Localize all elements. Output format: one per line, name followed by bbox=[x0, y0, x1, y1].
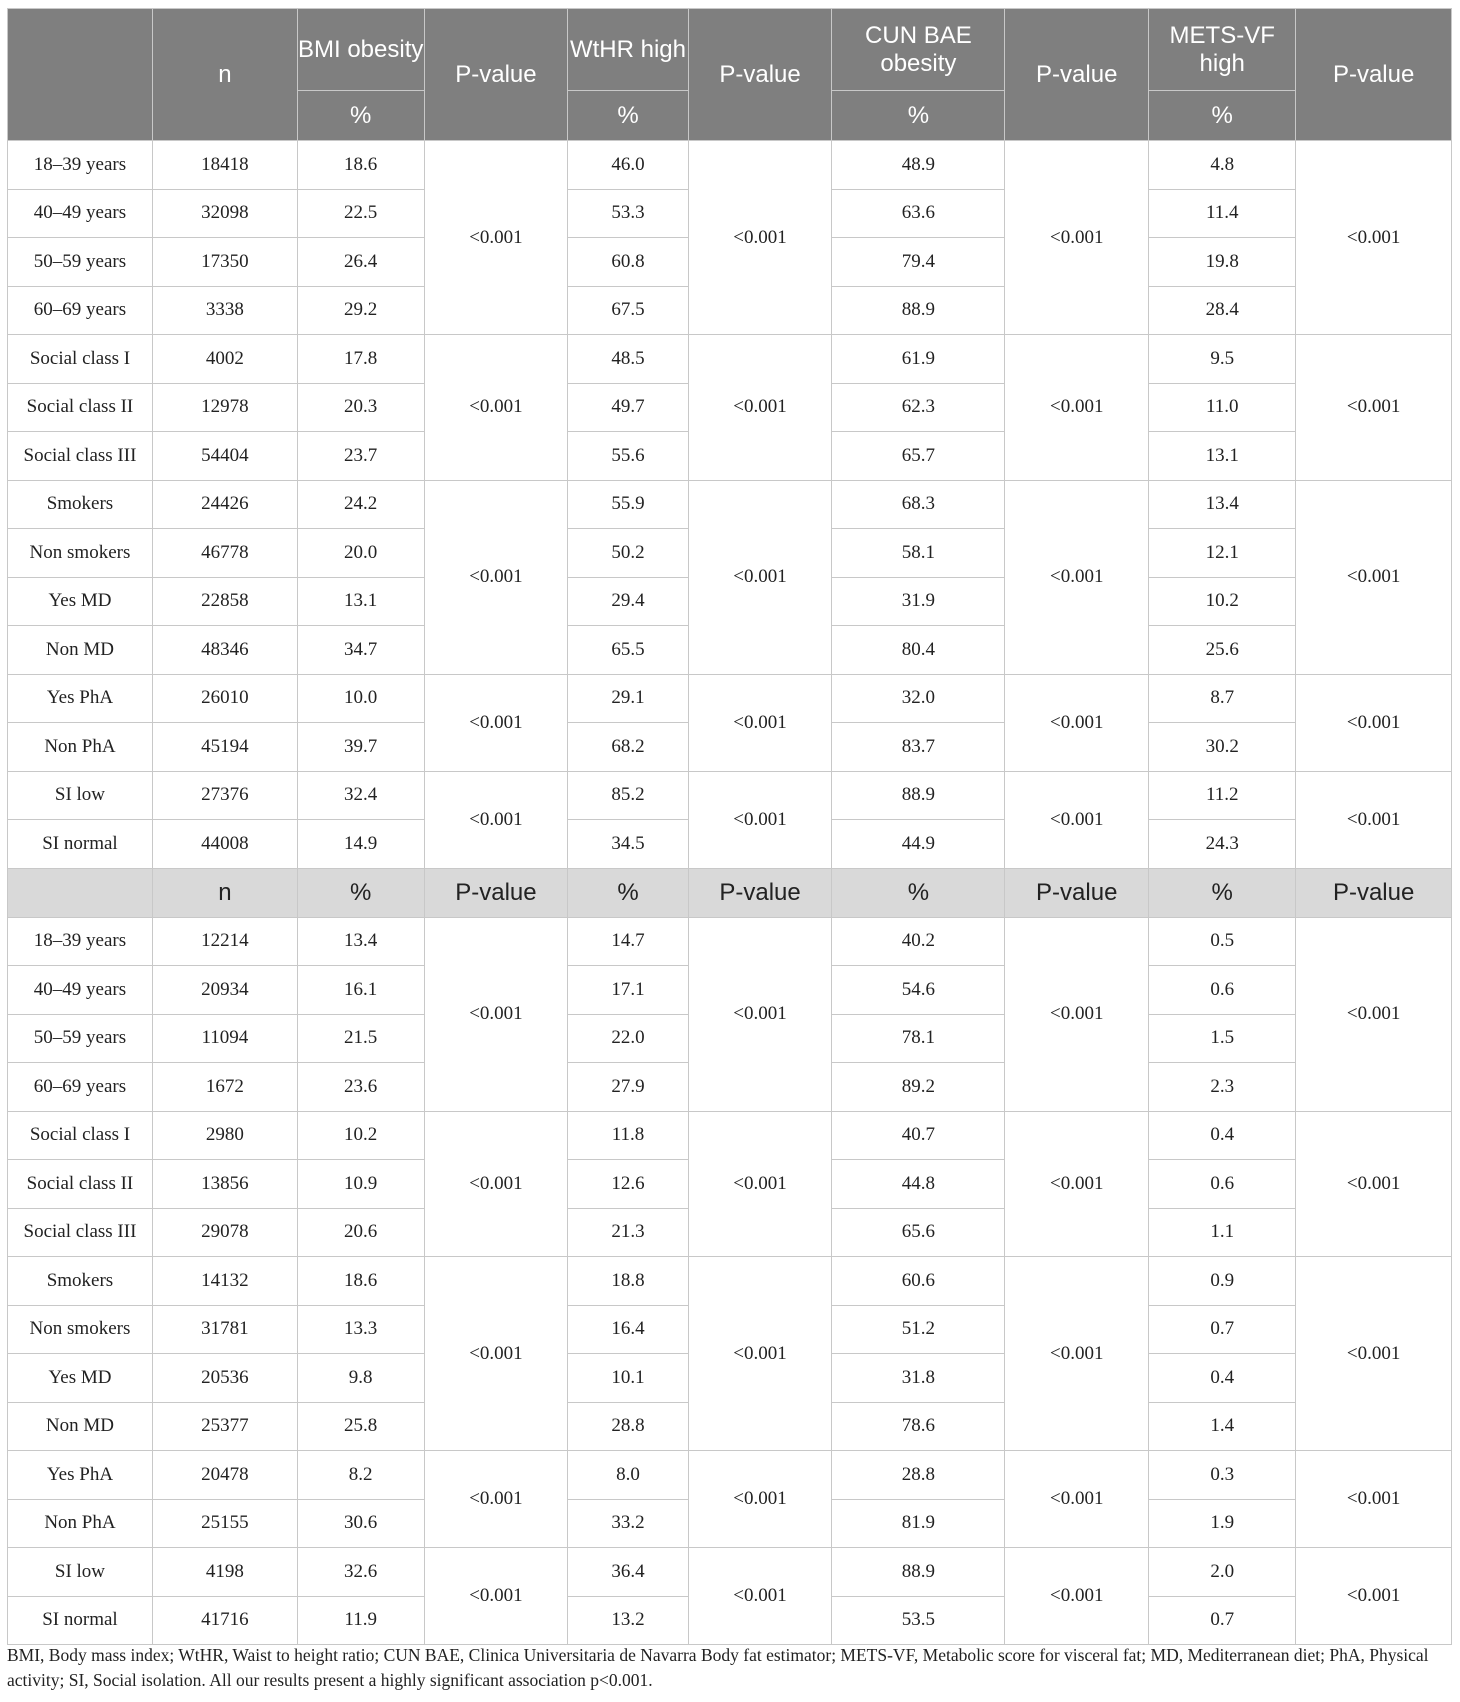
header-pvalue-mets: P-value bbox=[1296, 9, 1452, 141]
table-row bbox=[8, 141, 1452, 190]
cell-mets-percent: 0.9 bbox=[1149, 1257, 1296, 1306]
cell-bmi-percent: 8.2 bbox=[297, 1451, 424, 1500]
cell-wthr-pvalue: <0.001 bbox=[688, 141, 832, 335]
row-label: Smokers bbox=[8, 1257, 153, 1306]
cell-bmi-percent: 22.5 bbox=[297, 189, 424, 238]
cell-n: 2980 bbox=[152, 1111, 297, 1160]
cell-bmi-percent: 9.8 bbox=[297, 1354, 424, 1403]
cell-wthr-percent: 17.1 bbox=[568, 966, 688, 1015]
cell-cun-percent: 28.8 bbox=[832, 1451, 1005, 1500]
row-label: Yes MD bbox=[8, 577, 153, 626]
cell-cun-percent: 65.7 bbox=[832, 432, 1005, 481]
header-percent-wthr: % bbox=[568, 91, 688, 141]
cell-bmi-percent: 25.8 bbox=[297, 1402, 424, 1451]
cell-cun-percent: 58.1 bbox=[832, 529, 1005, 578]
cell-wthr-pvalue: <0.001 bbox=[688, 771, 832, 868]
subheader-percent-mets: % bbox=[1149, 868, 1296, 917]
cell-mets-percent: 10.2 bbox=[1149, 577, 1296, 626]
table-row bbox=[8, 674, 1452, 723]
cell-wthr-percent: 11.8 bbox=[568, 1111, 688, 1160]
cell-n: 4002 bbox=[152, 335, 297, 384]
cell-wthr-percent: 55.9 bbox=[568, 480, 688, 529]
cell-mets-percent: 2.3 bbox=[1149, 1063, 1296, 1112]
cell-mets-percent: 8.7 bbox=[1149, 674, 1296, 723]
cell-bmi-percent: 24.2 bbox=[297, 480, 424, 529]
header-pvalue-cun: P-value bbox=[1005, 9, 1149, 141]
cell-wthr-percent: 21.3 bbox=[568, 1208, 688, 1257]
row-label: 18–39 years bbox=[8, 917, 153, 966]
cell-mets-percent: 13.1 bbox=[1149, 432, 1296, 481]
cell-cun-percent: 89.2 bbox=[832, 1063, 1005, 1112]
cell-bmi-pvalue: <0.001 bbox=[424, 1451, 568, 1548]
table-row bbox=[8, 1548, 1452, 1597]
cell-n: 25155 bbox=[152, 1499, 297, 1548]
cell-mets-percent: 1.4 bbox=[1149, 1402, 1296, 1451]
cell-n: 12214 bbox=[152, 917, 297, 966]
cell-mets-pvalue: <0.001 bbox=[1296, 1111, 1452, 1257]
cell-bmi-percent: 20.3 bbox=[297, 383, 424, 432]
header-percent-cun: % bbox=[832, 91, 1005, 141]
cell-cun-percent: 61.9 bbox=[832, 335, 1005, 384]
cell-cun-percent: 60.6 bbox=[832, 1257, 1005, 1306]
cell-wthr-percent: 68.2 bbox=[568, 723, 688, 772]
cell-n: 32098 bbox=[152, 189, 297, 238]
header-bmi: BMI obesity bbox=[297, 9, 424, 91]
cell-cun-pvalue: <0.001 bbox=[1005, 1257, 1149, 1451]
cell-mets-percent: 0.6 bbox=[1149, 966, 1296, 1015]
row-label: Social class II bbox=[8, 383, 153, 432]
table-row bbox=[8, 335, 1452, 384]
cell-n: 13856 bbox=[152, 1160, 297, 1209]
cell-mets-percent: 0.6 bbox=[1149, 1160, 1296, 1209]
cell-mets-percent: 24.3 bbox=[1149, 820, 1296, 869]
subheader-pvalue-cun: P-value bbox=[1005, 868, 1149, 917]
cell-wthr-percent: 33.2 bbox=[568, 1499, 688, 1548]
cell-bmi-pvalue: <0.001 bbox=[424, 674, 568, 771]
cell-cun-pvalue: <0.001 bbox=[1005, 141, 1149, 335]
cell-cun-percent: 53.5 bbox=[832, 1596, 1005, 1645]
cell-wthr-pvalue: <0.001 bbox=[688, 1451, 832, 1548]
row-label: SI normal bbox=[8, 820, 153, 869]
cell-cun-pvalue: <0.001 bbox=[1005, 674, 1149, 771]
row-label: Non PhA bbox=[8, 723, 153, 772]
row-label: 18–39 years bbox=[8, 141, 153, 190]
cell-cun-percent: 44.8 bbox=[832, 1160, 1005, 1209]
cell-mets-percent: 0.3 bbox=[1149, 1451, 1296, 1500]
row-label: 50–59 years bbox=[8, 238, 153, 287]
subheader-pvalue-bmi: P-value bbox=[424, 868, 568, 917]
cell-cun-percent: 88.9 bbox=[832, 771, 1005, 820]
cell-mets-percent: 0.4 bbox=[1149, 1111, 1296, 1160]
cell-mets-pvalue: <0.001 bbox=[1296, 917, 1452, 1111]
table-row bbox=[8, 917, 1452, 966]
cell-wthr-percent: 46.0 bbox=[568, 141, 688, 190]
header-mets: METS-VF high bbox=[1149, 9, 1296, 91]
cell-n: 48346 bbox=[152, 626, 297, 675]
row-label: Non smokers bbox=[8, 1305, 153, 1354]
cell-bmi-pvalue: <0.001 bbox=[424, 1548, 568, 1645]
cell-wthr-percent: 27.9 bbox=[568, 1063, 688, 1112]
cell-bmi-percent: 29.2 bbox=[297, 286, 424, 335]
cell-wthr-pvalue: <0.001 bbox=[688, 1548, 832, 1645]
cell-n: 11094 bbox=[152, 1014, 297, 1063]
cell-wthr-percent: 65.5 bbox=[568, 626, 688, 675]
cell-wthr-percent: 18.8 bbox=[568, 1257, 688, 1306]
cell-n: 20478 bbox=[152, 1451, 297, 1500]
subheader-pvalue-wthr: P-value bbox=[688, 868, 832, 917]
row-label: SI low bbox=[8, 1548, 153, 1597]
cell-cun-percent: 31.9 bbox=[832, 577, 1005, 626]
row-label: Social class III bbox=[8, 1208, 153, 1257]
table-row bbox=[8, 1451, 1452, 1500]
cell-wthr-percent: 12.6 bbox=[568, 1160, 688, 1209]
cell-mets-percent: 11.2 bbox=[1149, 771, 1296, 820]
row-label: Non PhA bbox=[8, 1499, 153, 1548]
row-label: Yes PhA bbox=[8, 1451, 153, 1500]
row-label: Yes MD bbox=[8, 1354, 153, 1403]
header-percent-mets: % bbox=[1149, 91, 1296, 141]
cell-mets-pvalue: <0.001 bbox=[1296, 1257, 1452, 1451]
cell-cun-percent: 80.4 bbox=[832, 626, 1005, 675]
cell-cun-percent: 88.9 bbox=[832, 1548, 1005, 1597]
row-label: Social class III bbox=[8, 432, 153, 481]
table-footnote: BMI, Body mass index; WtHR, Waist to height ratio; CUN BAE, Clinica Universitaria de Navarra Body fat estimator; METS-VF, Metabolic score for visceral fat; MD, Mediterranean diet; PhA, Physical activity; SI, Social isolation. All our results present a highly significant association p<0.001. bbox=[7, 1645, 1429, 1690]
cell-n: 45194 bbox=[152, 723, 297, 772]
cell-wthr-percent: 8.0 bbox=[568, 1451, 688, 1500]
cell-wthr-pvalue: <0.001 bbox=[688, 335, 832, 481]
cell-cun-pvalue: <0.001 bbox=[1005, 480, 1149, 674]
cell-bmi-percent: 21.5 bbox=[297, 1014, 424, 1063]
cell-wthr-pvalue: <0.001 bbox=[688, 1111, 832, 1257]
results-table bbox=[7, 8, 1452, 1645]
subheader-percent-bmi: % bbox=[297, 868, 424, 917]
cell-cun-percent: 48.9 bbox=[832, 141, 1005, 190]
cell-n: 26010 bbox=[152, 674, 297, 723]
cell-wthr-pvalue: <0.001 bbox=[688, 480, 832, 674]
cell-cun-percent: 32.0 bbox=[832, 674, 1005, 723]
cell-bmi-percent: 17.8 bbox=[297, 335, 424, 384]
cell-mets-percent: 0.7 bbox=[1149, 1596, 1296, 1645]
cell-bmi-percent: 10.2 bbox=[297, 1111, 424, 1160]
cell-n: 12978 bbox=[152, 383, 297, 432]
row-label: Yes PhA bbox=[8, 674, 153, 723]
cell-cun-percent: 81.9 bbox=[832, 1499, 1005, 1548]
cell-cun-percent: 88.9 bbox=[832, 286, 1005, 335]
cell-n: 25377 bbox=[152, 1402, 297, 1451]
cell-bmi-pvalue: <0.001 bbox=[424, 917, 568, 1111]
table-row bbox=[8, 771, 1452, 820]
row-label: 40–49 years bbox=[8, 189, 153, 238]
cell-mets-pvalue: <0.001 bbox=[1296, 771, 1452, 868]
cell-cun-percent: 78.6 bbox=[832, 1402, 1005, 1451]
subheader-percent-wthr: % bbox=[568, 868, 688, 917]
cell-n: 1672 bbox=[152, 1063, 297, 1112]
cell-cun-pvalue: <0.001 bbox=[1005, 1451, 1149, 1548]
cell-wthr-percent: 16.4 bbox=[568, 1305, 688, 1354]
cell-wthr-percent: 49.7 bbox=[568, 383, 688, 432]
table-header bbox=[8, 9, 1452, 141]
cell-cun-percent: 44.9 bbox=[832, 820, 1005, 869]
cell-wthr-pvalue: <0.001 bbox=[688, 1257, 832, 1451]
cell-cun-percent: 65.6 bbox=[832, 1208, 1005, 1257]
cell-bmi-percent: 11.9 bbox=[297, 1596, 424, 1645]
cell-mets-percent: 13.4 bbox=[1149, 480, 1296, 529]
cell-n: 3338 bbox=[152, 286, 297, 335]
cell-mets-percent: 28.4 bbox=[1149, 286, 1296, 335]
cell-n: 20934 bbox=[152, 966, 297, 1015]
cell-bmi-percent: 23.6 bbox=[297, 1063, 424, 1112]
cell-n: 29078 bbox=[152, 1208, 297, 1257]
cell-wthr-percent: 60.8 bbox=[568, 238, 688, 287]
cell-wthr-percent: 53.3 bbox=[568, 189, 688, 238]
cell-n: 54404 bbox=[152, 432, 297, 481]
subheader-percent-cun: % bbox=[832, 868, 1005, 917]
cell-cun-percent: 54.6 bbox=[832, 966, 1005, 1015]
row-label: Non MD bbox=[8, 626, 153, 675]
table-row bbox=[8, 1111, 1452, 1160]
cell-cun-percent: 62.3 bbox=[832, 383, 1005, 432]
cell-cun-percent: 40.2 bbox=[832, 917, 1005, 966]
cell-bmi-percent: 20.6 bbox=[297, 1208, 424, 1257]
row-label: 40–49 years bbox=[8, 966, 153, 1015]
cell-n: 20536 bbox=[152, 1354, 297, 1403]
row-label: Smokers bbox=[8, 480, 153, 529]
header-cun: CUN BAE obesity bbox=[832, 9, 1005, 91]
cell-n: 24426 bbox=[152, 480, 297, 529]
cell-mets-percent: 19.8 bbox=[1149, 238, 1296, 287]
cell-cun-percent: 51.2 bbox=[832, 1305, 1005, 1354]
cell-mets-percent: 9.5 bbox=[1149, 335, 1296, 384]
cell-bmi-percent: 10.9 bbox=[297, 1160, 424, 1209]
cell-cun-pvalue: <0.001 bbox=[1005, 1111, 1149, 1257]
cell-n: 18418 bbox=[152, 141, 297, 190]
cell-wthr-pvalue: <0.001 bbox=[688, 674, 832, 771]
cell-bmi-percent: 13.4 bbox=[297, 917, 424, 966]
cell-n: 41716 bbox=[152, 1596, 297, 1645]
header-pvalue-wthr: P-value bbox=[688, 9, 832, 141]
cell-cun-pvalue: <0.001 bbox=[1005, 335, 1149, 481]
cell-bmi-percent: 34.7 bbox=[297, 626, 424, 675]
cell-cun-percent: 78.1 bbox=[832, 1014, 1005, 1063]
cell-mets-percent: 0.7 bbox=[1149, 1305, 1296, 1354]
row-label: Social class II bbox=[8, 1160, 153, 1209]
cell-bmi-percent: 20.0 bbox=[297, 529, 424, 578]
cell-bmi-percent: 13.3 bbox=[297, 1305, 424, 1354]
row-label: Non MD bbox=[8, 1402, 153, 1451]
cell-wthr-percent: 22.0 bbox=[568, 1014, 688, 1063]
table-body bbox=[8, 141, 1452, 1645]
row-label: 60–69 years bbox=[8, 286, 153, 335]
cell-mets-pvalue: <0.001 bbox=[1296, 141, 1452, 335]
cell-bmi-pvalue: <0.001 bbox=[424, 335, 568, 481]
cell-mets-percent: 4.8 bbox=[1149, 141, 1296, 190]
cell-n: 14132 bbox=[152, 1257, 297, 1306]
cell-n: 4198 bbox=[152, 1548, 297, 1597]
cell-mets-percent: 11.4 bbox=[1149, 189, 1296, 238]
cell-bmi-percent: 32.6 bbox=[297, 1548, 424, 1597]
cell-mets-percent: 12.1 bbox=[1149, 529, 1296, 578]
cell-wthr-percent: 28.8 bbox=[568, 1402, 688, 1451]
cell-mets-percent: 2.0 bbox=[1149, 1548, 1296, 1597]
subheader-n: n bbox=[152, 868, 297, 917]
cell-wthr-percent: 67.5 bbox=[568, 286, 688, 335]
cell-cun-percent: 68.3 bbox=[832, 480, 1005, 529]
row-label: 60–69 years bbox=[8, 1063, 153, 1112]
cell-mets-percent: 1.1 bbox=[1149, 1208, 1296, 1257]
cell-mets-percent: 1.5 bbox=[1149, 1014, 1296, 1063]
cell-bmi-percent: 16.1 bbox=[297, 966, 424, 1015]
cell-wthr-percent: 29.1 bbox=[568, 674, 688, 723]
cell-wthr-pvalue: <0.001 bbox=[688, 917, 832, 1111]
subheader-empty bbox=[8, 868, 153, 917]
cell-bmi-pvalue: <0.001 bbox=[424, 480, 568, 674]
cell-cun-pvalue: <0.001 bbox=[1005, 1548, 1149, 1645]
cell-mets-percent: 1.9 bbox=[1149, 1499, 1296, 1548]
cell-wthr-percent: 29.4 bbox=[568, 577, 688, 626]
cell-wthr-percent: 55.6 bbox=[568, 432, 688, 481]
cell-n: 22858 bbox=[152, 577, 297, 626]
cell-cun-percent: 31.8 bbox=[832, 1354, 1005, 1403]
cell-mets-pvalue: <0.001 bbox=[1296, 674, 1452, 771]
cell-mets-pvalue: <0.001 bbox=[1296, 480, 1452, 674]
cell-bmi-pvalue: <0.001 bbox=[424, 141, 568, 335]
header-n: n bbox=[152, 9, 297, 141]
cell-bmi-pvalue: <0.001 bbox=[424, 771, 568, 868]
cell-wthr-percent: 10.1 bbox=[568, 1354, 688, 1403]
subheader-pvalue-mets: P-value bbox=[1296, 868, 1452, 917]
row-label: Social class I bbox=[8, 1111, 153, 1160]
cell-n: 17350 bbox=[152, 238, 297, 287]
cell-cun-pvalue: <0.001 bbox=[1005, 771, 1149, 868]
cell-wthr-percent: 50.2 bbox=[568, 529, 688, 578]
cell-mets-percent: 25.6 bbox=[1149, 626, 1296, 675]
cell-mets-percent: 30.2 bbox=[1149, 723, 1296, 772]
cell-bmi-percent: 18.6 bbox=[297, 141, 424, 190]
cell-bmi-percent: 26.4 bbox=[297, 238, 424, 287]
row-label: Social class I bbox=[8, 335, 153, 384]
cell-mets-percent: 0.5 bbox=[1149, 917, 1296, 966]
cell-wthr-percent: 14.7 bbox=[568, 917, 688, 966]
header-pvalue-bmi: P-value bbox=[424, 9, 568, 141]
cell-n: 31781 bbox=[152, 1305, 297, 1354]
header-empty bbox=[8, 9, 153, 141]
cell-mets-pvalue: <0.001 bbox=[1296, 335, 1452, 481]
header-wthr: WtHR high bbox=[568, 9, 688, 91]
cell-cun-percent: 63.6 bbox=[832, 189, 1005, 238]
cell-bmi-percent: 14.9 bbox=[297, 820, 424, 869]
cell-mets-pvalue: <0.001 bbox=[1296, 1548, 1452, 1645]
cell-n: 44008 bbox=[152, 820, 297, 869]
cell-bmi-percent: 23.7 bbox=[297, 432, 424, 481]
row-label: SI normal bbox=[8, 1596, 153, 1645]
cell-wthr-percent: 48.5 bbox=[568, 335, 688, 384]
cell-n: 46778 bbox=[152, 529, 297, 578]
cell-wthr-percent: 85.2 bbox=[568, 771, 688, 820]
cell-mets-percent: 11.0 bbox=[1149, 383, 1296, 432]
header-percent-bmi: % bbox=[297, 91, 424, 141]
cell-bmi-percent: 18.6 bbox=[297, 1257, 424, 1306]
cell-wthr-percent: 13.2 bbox=[568, 1596, 688, 1645]
cell-mets-percent: 0.4 bbox=[1149, 1354, 1296, 1403]
cell-mets-pvalue: <0.001 bbox=[1296, 1451, 1452, 1548]
row-label: Non smokers bbox=[8, 529, 153, 578]
cell-cun-percent: 40.7 bbox=[832, 1111, 1005, 1160]
cell-bmi-percent: 13.1 bbox=[297, 577, 424, 626]
cell-bmi-percent: 30.6 bbox=[297, 1499, 424, 1548]
row-label: 50–59 years bbox=[8, 1014, 153, 1063]
cell-cun-percent: 83.7 bbox=[832, 723, 1005, 772]
cell-bmi-pvalue: <0.001 bbox=[424, 1257, 568, 1451]
table-row bbox=[8, 480, 1452, 529]
subheader-row bbox=[8, 868, 1452, 917]
cell-n: 27376 bbox=[152, 771, 297, 820]
cell-wthr-percent: 36.4 bbox=[568, 1548, 688, 1597]
cell-cun-percent: 79.4 bbox=[832, 238, 1005, 287]
cell-wthr-percent: 34.5 bbox=[568, 820, 688, 869]
cell-bmi-percent: 39.7 bbox=[297, 723, 424, 772]
cell-bmi-percent: 10.0 bbox=[297, 674, 424, 723]
cell-cun-pvalue: <0.001 bbox=[1005, 917, 1149, 1111]
cell-bmi-pvalue: <0.001 bbox=[424, 1111, 568, 1257]
cell-bmi-percent: 32.4 bbox=[297, 771, 424, 820]
row-label: SI low bbox=[8, 771, 153, 820]
table-row bbox=[8, 1257, 1452, 1306]
